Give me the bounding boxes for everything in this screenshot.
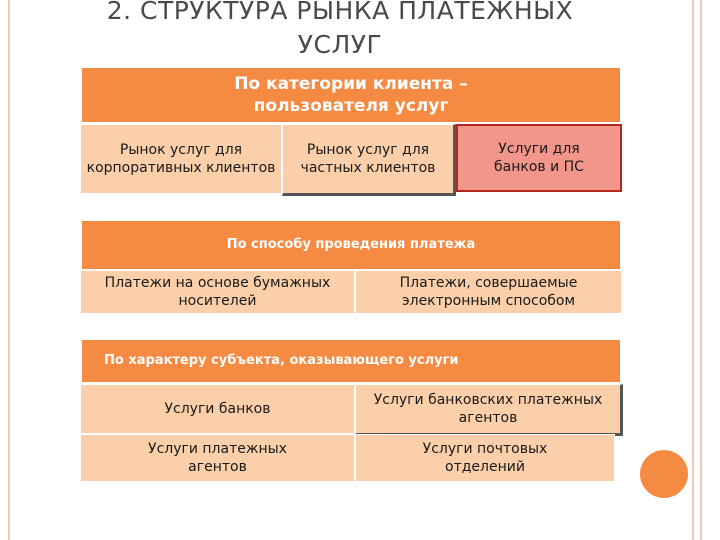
provider-banks-cell: Услуги банков bbox=[80, 384, 355, 434]
client-banks-cell: Услуги для банков и ПС bbox=[456, 124, 622, 192]
payment-paper-cell: Платежи на основе бумажных носителей bbox=[80, 270, 355, 314]
provider-post-offices-cell: Услуги почтовых отделений bbox=[355, 434, 615, 482]
decorative-circle bbox=[640, 450, 688, 498]
group-header-payment-method: По способу проведения платежа bbox=[80, 219, 622, 271]
group-header-provider-type: По характеру субъекта, оказывающего услуги bbox=[80, 338, 622, 384]
frame-line-left bbox=[8, 0, 10, 540]
slide-title bbox=[40, 0, 640, 62]
slide-title-line-1: 2. СТРУКТУРА РЫНКА ПЛАТЕЖНЫХ bbox=[106, 0, 574, 25]
group-header-client-category: По категории клиента – пользователя услуг bbox=[80, 66, 622, 124]
provider-payment-agents-cell: Услуги платежных агентов bbox=[80, 434, 355, 482]
client-private-cell: Рынок услуг для частных клиентов bbox=[282, 124, 456, 196]
slide-title-line-2: УСЛУГ bbox=[297, 30, 383, 59]
frame-line-right-outer bbox=[700, 0, 702, 540]
provider-bank-agents-cell: Услуги банковских платежных агентов bbox=[355, 384, 623, 436]
client-corporate-cell: Рынок услуг для корпоративных клиентов bbox=[80, 124, 282, 194]
frame-line-right-inner bbox=[692, 0, 694, 540]
payment-electronic-cell: Платежи, совершаемые электронным способом bbox=[355, 270, 622, 314]
